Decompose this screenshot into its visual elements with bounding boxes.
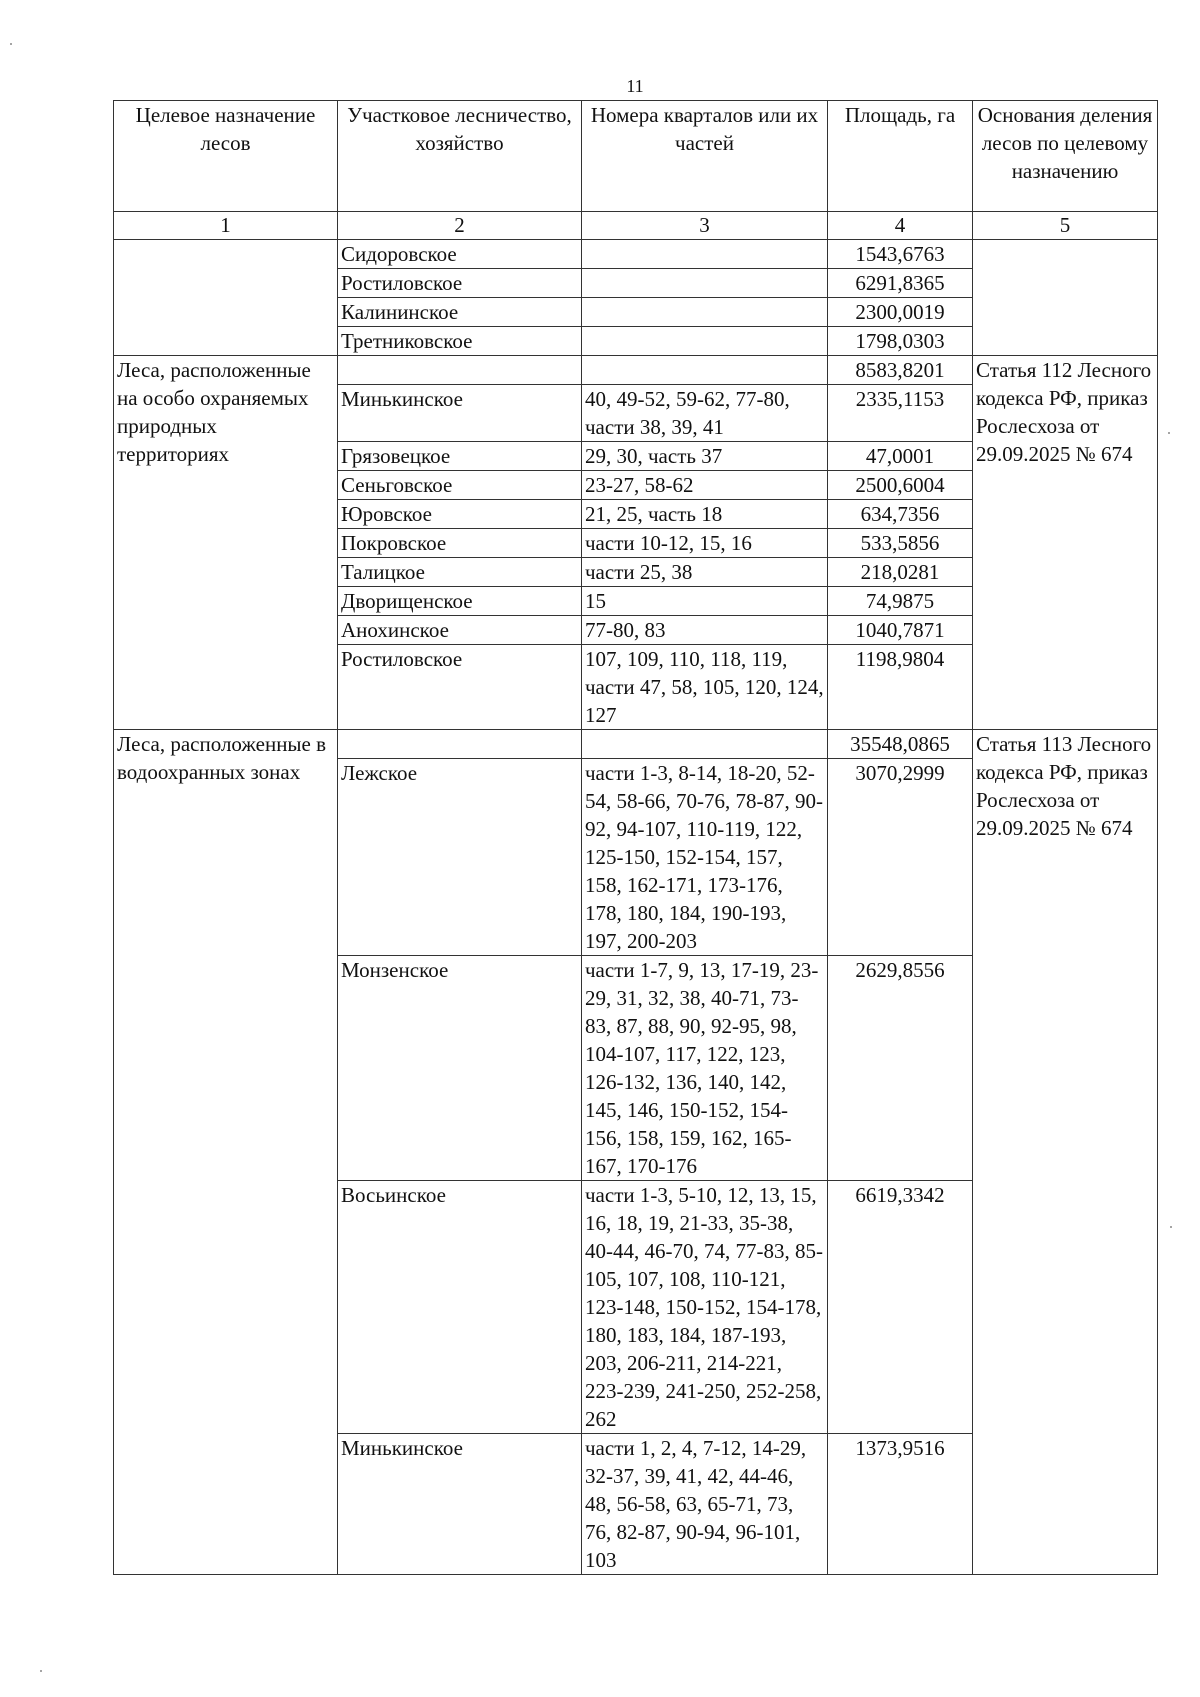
- group-total-row: [114, 356, 1158, 385]
- scan-speck: [40, 1670, 42, 1672]
- scan-speck: [10, 43, 12, 45]
- quarters-cell: 40, 49-52, 59-62, 77-80, части 38, 39, 41: [582, 385, 828, 442]
- quarters-cell: [582, 269, 828, 298]
- column-number: 1: [114, 212, 338, 240]
- column-number: 3: [582, 212, 828, 240]
- header-row: [114, 101, 1158, 212]
- forestry-cell: Грязовецкое: [338, 442, 582, 471]
- area-cell: 1373,9516: [828, 1434, 973, 1575]
- quarters-cell: части 1-3, 8-14, 18-20, 52-54, 58-66, 70-76, 78-87, 90-92, 94-107, 110-119, 122, 125-150, 152-154, 157, 158, 162-171, 173-176, 178, 180, 184, 190-193, 197, 200-203: [582, 759, 828, 956]
- forestry-cell: Анохинское: [338, 616, 582, 645]
- forestry-cell: Третниковское: [338, 327, 582, 356]
- forestry-cell: Покровское: [338, 529, 582, 558]
- quarters-cell: [582, 327, 828, 356]
- forestry-cell: Ростиловское: [338, 269, 582, 298]
- group-total-row: [114, 730, 1158, 759]
- quarters-cell: 107, 109, 110, 118, 119, части 47, 58, 105, 120, 124, 127: [582, 645, 828, 730]
- quarters-cell: [582, 240, 828, 269]
- area-cell: 6291,8365: [828, 269, 973, 298]
- area-cell: 1040,7871: [828, 616, 973, 645]
- table-row: [114, 240, 1158, 269]
- area-cell: 6619,3342: [828, 1181, 973, 1434]
- area-cell: 2335,1153: [828, 385, 973, 442]
- header-quarters: Номера кварталов или их частей: [582, 101, 828, 212]
- forestry-cell: Дворищенское: [338, 587, 582, 616]
- forestry-cell: [338, 730, 582, 759]
- area-cell: 1198,9804: [828, 645, 973, 730]
- forestry-cell: Ростиловское: [338, 645, 582, 730]
- forestry-cell: Минькинское: [338, 385, 582, 442]
- forestry-cell: Восьинское: [338, 1181, 582, 1434]
- forestry-cell: Лежское: [338, 759, 582, 956]
- area-cell: 533,5856: [828, 529, 973, 558]
- total-area-cell: 8583,8201: [828, 356, 973, 385]
- scan-speck: [1168, 432, 1170, 434]
- area-cell: 1543,6763: [828, 240, 973, 269]
- purpose-cell: Леса, расположенные на особо охраняемых природных территориях: [114, 356, 338, 730]
- quarters-cell: части 1, 2, 4, 7-12, 14-29, 32-37, 39, 41, 42, 44-46, 48, 56-58, 63, 65-71, 73, 76, 82-87, 90-94, 96-101, 103: [582, 1434, 828, 1575]
- area-cell: 634,7356: [828, 500, 973, 529]
- purpose-cell-empty: [114, 240, 338, 356]
- basis-cell-empty: [973, 240, 1158, 356]
- forest-purpose-table: [113, 100, 1158, 1575]
- quarters-cell: части 1-7, 9, 13, 17-19, 23-29, 31, 32, 38, 40-71, 73-83, 87, 88, 90, 92-95, 98, 104-107, 117, 122, 123, 126-132, 136, 140, 142, 145, 146, 150-152, 154-156, 158, 159, 162, 165-167, 170-176: [582, 956, 828, 1181]
- quarters-cell: [582, 298, 828, 327]
- area-cell: 47,0001: [828, 442, 973, 471]
- scan-speck: [1170, 1226, 1172, 1228]
- quarters-cell: части 10-12, 15, 16: [582, 529, 828, 558]
- forestry-cell: Сеньговское: [338, 471, 582, 500]
- area-cell: 2300,0019: [828, 298, 973, 327]
- column-number: 4: [828, 212, 973, 240]
- quarters-cell: 15: [582, 587, 828, 616]
- header-area: Площадь, га: [828, 101, 973, 212]
- column-number-row: [114, 212, 1158, 240]
- page-number: 11: [626, 76, 644, 96]
- forestry-cell: Талицкое: [338, 558, 582, 587]
- quarters-cell: 29, 30, часть 37: [582, 442, 828, 471]
- area-cell: 1798,0303: [828, 327, 973, 356]
- area-cell: 218,0281: [828, 558, 973, 587]
- quarters-cell: 21, 25, часть 18: [582, 500, 828, 529]
- forestry-cell: Калининское: [338, 298, 582, 327]
- total-area-cell: 35548,0865: [828, 730, 973, 759]
- quarters-cell: 23-27, 58-62: [582, 471, 828, 500]
- basis-cell: Статья 113 Лесного кодекса РФ, приказ Рослесхоза от 29.09.2025 № 674: [973, 730, 1158, 1575]
- area-cell: 2629,8556: [828, 956, 973, 1181]
- header-forestry: Участковое лесничество, хозяйство: [338, 101, 582, 212]
- forestry-cell: Сидоровское: [338, 240, 582, 269]
- forestry-cell: [338, 356, 582, 385]
- header-basis: Основания деления лесов по целевому назначению: [973, 101, 1158, 212]
- quarters-cell: [582, 356, 828, 385]
- quarters-cell: части 1-3, 5-10, 12, 13, 15, 16, 18, 19, 21-33, 35-38, 40-44, 46-70, 74, 77-83, 85-105, 107, 108, 110-121, 123-148, 150-152, 154-178, 180, 183, 184, 187-193, 203, 206-211, 214-221, 223-239, 241-250, 252-258, 262: [582, 1181, 828, 1434]
- quarters-cell: [582, 730, 828, 759]
- forestry-cell: Юровское: [338, 500, 582, 529]
- column-number: 5: [973, 212, 1158, 240]
- forestry-cell: Минькинское: [338, 1434, 582, 1575]
- column-number: 2: [338, 212, 582, 240]
- forestry-cell: Монзенское: [338, 956, 582, 1181]
- quarters-cell: 77-80, 83: [582, 616, 828, 645]
- basis-cell: Статья 112 Лесного кодекса РФ, приказ Рослесхоза от 29.09.2025 № 674: [973, 356, 1158, 730]
- area-cell: 74,9875: [828, 587, 973, 616]
- area-cell: 2500,6004: [828, 471, 973, 500]
- purpose-cell: Леса, расположенные в водоохранных зонах: [114, 730, 338, 1575]
- area-cell: 3070,2999: [828, 759, 973, 956]
- quarters-cell: части 25, 38: [582, 558, 828, 587]
- header-purpose: Целевое назначение лесов: [114, 101, 338, 212]
